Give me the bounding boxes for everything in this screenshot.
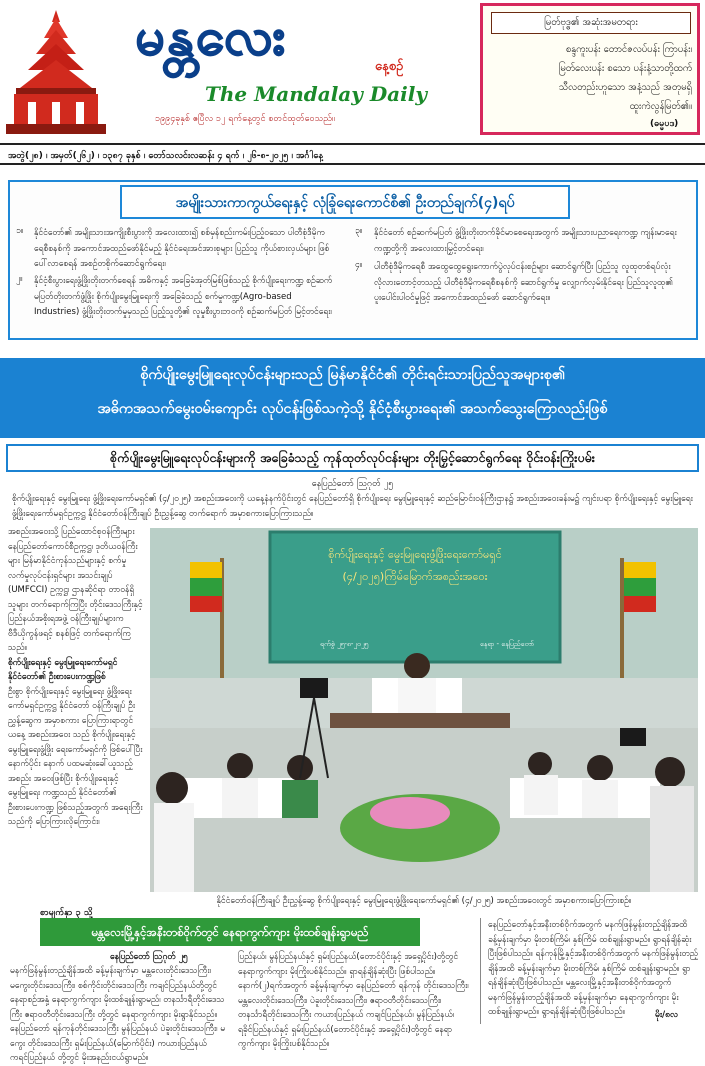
banner-line1: စိုက်ပျိုးရေးနှင့် မွေးမြူရေးဖွံ့ဖြိုးရေးကော်မရှင် bbox=[328, 548, 502, 561]
left-column-article bbox=[8, 525, 143, 830]
issue-dateline: အတွဲ(၂၈) ၊ အမှတ်(၂၆၂) ၊ ၁၃၈၇ ခုနှစ် ၊ တော်သလင်းလဆန်း ၄ ရက် ၊ ၂၆-၈-၂၀၂၅ ၊ အင်္ဂါနေ့ bbox=[0, 143, 705, 165]
masthead-title: မန္တလေး bbox=[135, 6, 288, 67]
subheadline: စိုက်ပျိုးမွေးမြူရေးလုပ်ငန်းများကို အခြေခံသည့် ကုန်ထုတ်လုပ်ငန်းများ တိုးမြှင့်ဆောင်ရွက်ရေး ဝိုင်းဝန်းကြိုးပမ်း bbox=[110, 450, 595, 465]
masthead-title-en: The Mandalay Daily bbox=[205, 82, 427, 106]
column-divider bbox=[480, 918, 481, 1024]
banner-line2: (၄/၂၀၂၅)ကြိမ်မြောက်အစည်းအဝေး bbox=[342, 570, 488, 583]
article-paragraph: အစည်းအဝေးသို့ ပြည်ထောင်စုဝန်ကြီးများ နေပြည်တော်ကောင်စီဥက္ကဋ္ဌ၊ ဒုတိယဝန်ကြီးများ မြန်မာနိုင်ငံကုန်သည်များနှင့် စက်မှုလက်မှုလုပ်ငန်းရှင်များ အသင်းချုပ် (UMFCCI) ဥက္ကဋ္ဌ၊ ဌာနဆိုင်ရာ တာဝန်ရှိသူများ တက်ရောက်ကြပြီး တိုင်းဒေသကြီးနှင့် ပြည်နယ်အစိုးရအဖွဲ့ ဝန်ကြီးချုပ်များက ဗီဒီယိုကွန်ဖရင့် စနစ်ဖြင့် တက်ရောက်ကြသည်။ bbox=[8, 527, 143, 653]
masthead-subtitle: နေ့စဉ် bbox=[375, 59, 404, 74]
objectives-title: အမျိုးသားကာကွယ်ရေးနှင့် လုံခြုံရေးကောင်စီ၏ ဦးတည်ချက်(၄)ရပ် bbox=[120, 185, 570, 219]
palace-emblem-icon bbox=[6, 8, 106, 136]
slogan-line: စန္ဒကူးပန်း တောင်ဇလပ်ပန်း ကြာပန်း၊ bbox=[565, 44, 692, 55]
objective-number: ၂။ bbox=[16, 274, 23, 284]
slogan-line: မြတ်လေးပန်း စသော ပန်းနံ့သာတို့ထက် bbox=[558, 63, 692, 74]
meeting-photo bbox=[150, 528, 698, 892]
objective-number: ၄။ bbox=[355, 260, 363, 270]
objective-item: နိုင်ငံတော်၏ အမျိုးသားအကျိုးစီးပွားကို အလေးထား၍ စစ်မှန်စည်းကမ်းပြည့်ဝသော ပါတီစုံဒီမိုကရေစီစနစ်ကို အကောင်အထည်ဖော်နိုင်မည့် နိုင်ငံရေးအင်အားစုများ ပြည်သူ ကိုယ်စားလှယ်များ ဖြစ်ပေါ်လာစေရန် အစဉ်တစိုက်ဆောင်ရွက်ရေး၊ bbox=[34, 228, 330, 269]
slogan-title: မြတ်ဗုဒ္ဓ၏ အဆုံးအမတရား bbox=[491, 12, 691, 34]
photo-caption: နိုင်ငံတော်ဝန်ကြီးချုပ် ဦးညွှန့်ဆွေ စိုက်ပျိုးရေးနှင့် မွေးမြူရေးဖွံ့ဖြိုးရေးကော်မရှင်၏ (၄/၂၀၂၅) အစည်းအဝေးတွင် အမှာစကားပြောကြားစဉ်။ bbox=[216, 896, 632, 906]
weather-col3: နေပြည်တော်နှင့်အနီးတစ်ဝိုက်အတွက် မနက်ဖြန်မွန်းတည့်ချိန်အထိ ခန့်မှန်းချက်မှာ မိုးတစ်ကြိမ်၊ နှစ်ကြိမ် ထစ်ချုန်းရွာမည်။ ရွာရန်ချိန်ဆုံးပြီးဖြစ်ပါသည်။ ရန်ကုန်မြို့နှင့်အနီးတစ်ဝိုက်အတွက် မနက်ဖြန်မွန်းတည့်ချိန်အထိ ခန့်မှန်းချက်မှာ မိုးတစ်ကြိမ်၊ နှစ်ကြိမ် ထစ်ချုန်းရွာမည်။ ရွာရန်ချိန်ဆုံးပြီးဖြစ်ပါသည်။ မန္တလေးမြို့နှင့်အနီးတစ်ဝိုက်အတွက် မနက်ဖြန်မွန်းတည့်ချိန်အထိ ခန့်မှန်းချက်မှာ နေရာကွက်ကျား မိုးထစ်ချုန်းရွာမည်။ ရွာရန်ချိန်ဆုံးပြီးဖြစ်ပါသည်။ bbox=[488, 920, 698, 1017]
headline-line1: စိုက်ပျိုးမွေးမြူရေးလုပ်ငန်းများသည် မြန်မာနိုင်ငံ၏ တိုင်းရင်းသားပြည်သူအများစု၏ bbox=[140, 367, 565, 383]
slogan-reference: (ဓမ္မပဒ) bbox=[650, 119, 679, 129]
objective-number: ၃။ bbox=[355, 226, 363, 236]
weather-col1: မနက်ဖြန်မွန်းတည့်ချိန်အထိ ခန့်မှန်းချက်မှာ မန္တလေးတိုင်းဒေသကြီး၊ မကွေးတိုင်းဒေသကြီး၊ စစ်ကိုင်းတိုင်းဒေသကြီး ကချင်ပြည်နယ်တို့တွင် နေရာစဉ်အနှံ့ နေရာကွက်ကျား မိုးထစ်ချုန်းရွာမည်၊ တနင်္သာရီတိုင်းဒေသကြီး ဧရာဝတီတိုင်းဒေသကြီး တို့တွင် နေရာကွက်ကျား မိုးရွာနိုင်သည်။ နေပြည်တော် ရန်ကုန်တိုင်းဒေသကြီး မွန်ပြည်နယ် ပဲခူးတိုင်းဒေသကြီး၊ မကွေး တိုင်းဒေသကြီး ရှမ်းပြည်နယ်(မြောက်ပိုင်း) ကယားပြည်နယ် ကရင်ပြည်နယ် တို့တွင် မိုးအနည်းငယ်ရွာမည်။ bbox=[10, 966, 226, 1063]
article-subhead: စိုက်ပျိုးရေးနှင့် မွေးမြူရေးကော်မရှင် နိုင်ငံတော်၏ ဦးစားပေးကဏ္ဍဖြစ် bbox=[8, 657, 118, 682]
weather-title: မန္တလေးမြို့နှင့်အနီးတစ်ဝိုက်တွင် နေရာကွက်ကျား မိုးထစ်ချုန်းရွာမည် bbox=[91, 925, 369, 939]
objective-item: နိုင်ငံတော် စဉ်ဆက်မပြတ် ဖွံ့ဖြိုးတိုးတက်ခိုင်မာစေရေးအတွက် အမျိုးသားပညာရေးကဏ္ဍ ကျန်းမာရေးကဏ္ဍတို့ကို အလေးထားမြှင့်တင်ရေး၊ bbox=[374, 228, 677, 254]
slogan-body bbox=[490, 40, 692, 116]
slogan-line: ထူးကဲလွန်မြတ်၏။ bbox=[629, 101, 692, 112]
weather-col2: ပြည်နယ်၊ မွန်ပြည်နယ်နှင့် ရှမ်းပြည်နယ်(တောင်ပိုင်းနှင့် အရှေ့ပိုင်း)တို့တွင် နေရာကွက်ကျား မိုးကြိုးပစ်နိုင်သည်။ ရှာရန်ချိန်ဆုံးပြီး ဖြစ်ပါသည်။ နောက်(၂)ရက်အတွက် ခန့်မှန်းချက်မှာ နေပြည်တော် ရန်ကုန် တိုင်းဒေသကြီး၊ မန္တလေးတိုင်းဒေသကြီး၊ ပဲခူးတိုင်းဒေသကြီး၊ ဧရာဝတီတိုင်းဒေသကြီး၊ တနင်္သာရီတိုင်းဒေသကြီး ကယားပြည်နယ် ကချင်ပြည်နယ်၊ မွန်ပြည်နယ်၊ ရခိုင်ပြည်နယ်နှင့် ရှမ်းပြည်နယ်(တောင်ပိုင်းနှင့် အရှေ့ပိုင်း)တို့တွင် နေရာကွက်ကျား မိုးကြိုးပစ်နိုင်သည်။ bbox=[238, 952, 469, 1049]
banner-place: နေရာ - နေပြည်တော် bbox=[480, 640, 535, 648]
page-footnote: မိုး/၈လ bbox=[655, 1010, 678, 1020]
slogan-line: သီလတည်းဟူသော အနံ့သည် အတုမရှိ bbox=[558, 82, 692, 93]
continued-link[interactable]: စာမျက်နှာ ၃ သို့ bbox=[40, 908, 93, 918]
headline-line2: အဓိကအသက်မွေးဝမ်းကျောင်း လုပ်ငန်းဖြစ်သကဲ့သို့ နိုင်ငံ့စီးပွားရေး၏ အသက်သွေးကြောလည်းဖြစ် bbox=[97, 401, 608, 417]
banner-date: ရက်စွဲ ၂၅-၈-၂၀၂၅ bbox=[320, 640, 369, 648]
article-paragraph: ဦးစွာ စိုက်ပျိုးရေးနှင့် မွေးမြူရေး ဖွံ့ဖြိုးရေးကော်မရှင်ဥက္ကဋ္ဌ နိုင်ငံတော် ဝန်ကြီးချုပ် ဦးညွှန့်ဆွေက အမှာစကား ပြောကြားရာတွင် ယနေ့ အစည်းအဝေး သည် စိုက်ပျိုးရေးနှင့် မွေးမြူရေးဖွံ့ဖြိုး ရေးကော်မရှင်ကို ဖြစ်ပေါ်ပြီးနောက်ပိုင်း နောက် ပထမဆုံးခေါ်ယူသည့် အစည်း အဝေးဖြစ်ပြီး စိုက်ပျိုးရေးနှင့် မွေးမြူရေး ကဏ္ဍသည် နိုင်ငံတော်၏ ဦးစားပေးကဏ္ဍ ဖြစ်သည့်အတွက် အရေးကြီးသည်ကို ပြောကြားလိုကြောင်း၊ bbox=[8, 686, 143, 827]
weather-byline: နေပြည်တော် ဩဂုတ် ၂၅ bbox=[110, 952, 188, 962]
article-lead: စိုက်ပျိုးရေးနှင့် မွေးမြူရေး ဖွံ့ဖြိုးရေးကော်မရှင်၏ (၄/၂၀၂၅) အစည်းအဝေးကို ယနေ့နံနက်ပိုင်းတွင် နေပြည်တော်ရှိ စိုက်ပျိုးရေး မွေးမြူရေးနှင့် ဆည်မြောင်းဝန်ကြီးဌာန၌ အစည်းအဝေးခန်းမ၌ ကျင်းပရာ စိုက်ပျိုးရေးနှင့် မွေးမြူရေးဖွံ့ဖြိုးရေးကော်မရှင်ဥက္ကဋ္ဌ နိုင်ငံတော်ဝန်ကြီးချုပ် ဦးညွှန့်ဆွေ တက်ရောက် အမှာစကားပြောကြားသည်။ bbox=[12, 494, 693, 519]
objective-item: ပါတီစုံဒီမိုကရေစီ အထွေထွေရွေးကောက်ပွဲလုပ်ငန်းစဉ်များ ဆောင်ရွက်ပြီး ပြည်သူ လူထုတစ်ရပ်လုံး လိုလားတောင့်တသည့် ပါတီစုံဒီမိုကရေစီစနစ်ကို ဆောင်ရွက်မှု လျှောက်လှမ်းနိုင်ရေး ပြည်သူလူထု၏ ပူးပေါင်းပါဝင်မှုဖြင့် အကောင်အထည်ဖော် ဆောင်ရွက်ရေး။ bbox=[374, 262, 673, 303]
masthead-tagline: ၁၉၉၄ခုနှစ် ဧပြီလ ၁၂ ရက်နေ့တွင် စတင်ထုတ်ဝေသည်။ bbox=[155, 114, 335, 124]
objective-number: ၁။ bbox=[16, 226, 24, 236]
article-byline: နေပြည်တော် ဩဂုတ် ၂၅ bbox=[311, 479, 394, 489]
objective-item: နိုင်ငံ့စီးပွားရေးဖွံ့ဖြိုးတိုးတက်စေရန် အဓိကနှင့် အခြေခံအုတ်မြစ်ဖြစ်သည့် စိုက်ပျိုးရေးကဏ္ဍ စဉ်ဆက်မပြတ်တိုးတက်ဖွံ့ဖြိုး စိုက်ပျိုးမွေးမြူရေးကို အခြေခံသည့် စက်မှုကဏ္ဍ(Agro-based Industries) ဖွံ့ဖြိုးတိုးတက်မှုမှသည် ပြည့်သူတို့၏ လူမှုစီးပွားဘဝကို စဉ်ဆက်မပြတ် မြင့်တင်ရေး၊ bbox=[34, 276, 333, 317]
